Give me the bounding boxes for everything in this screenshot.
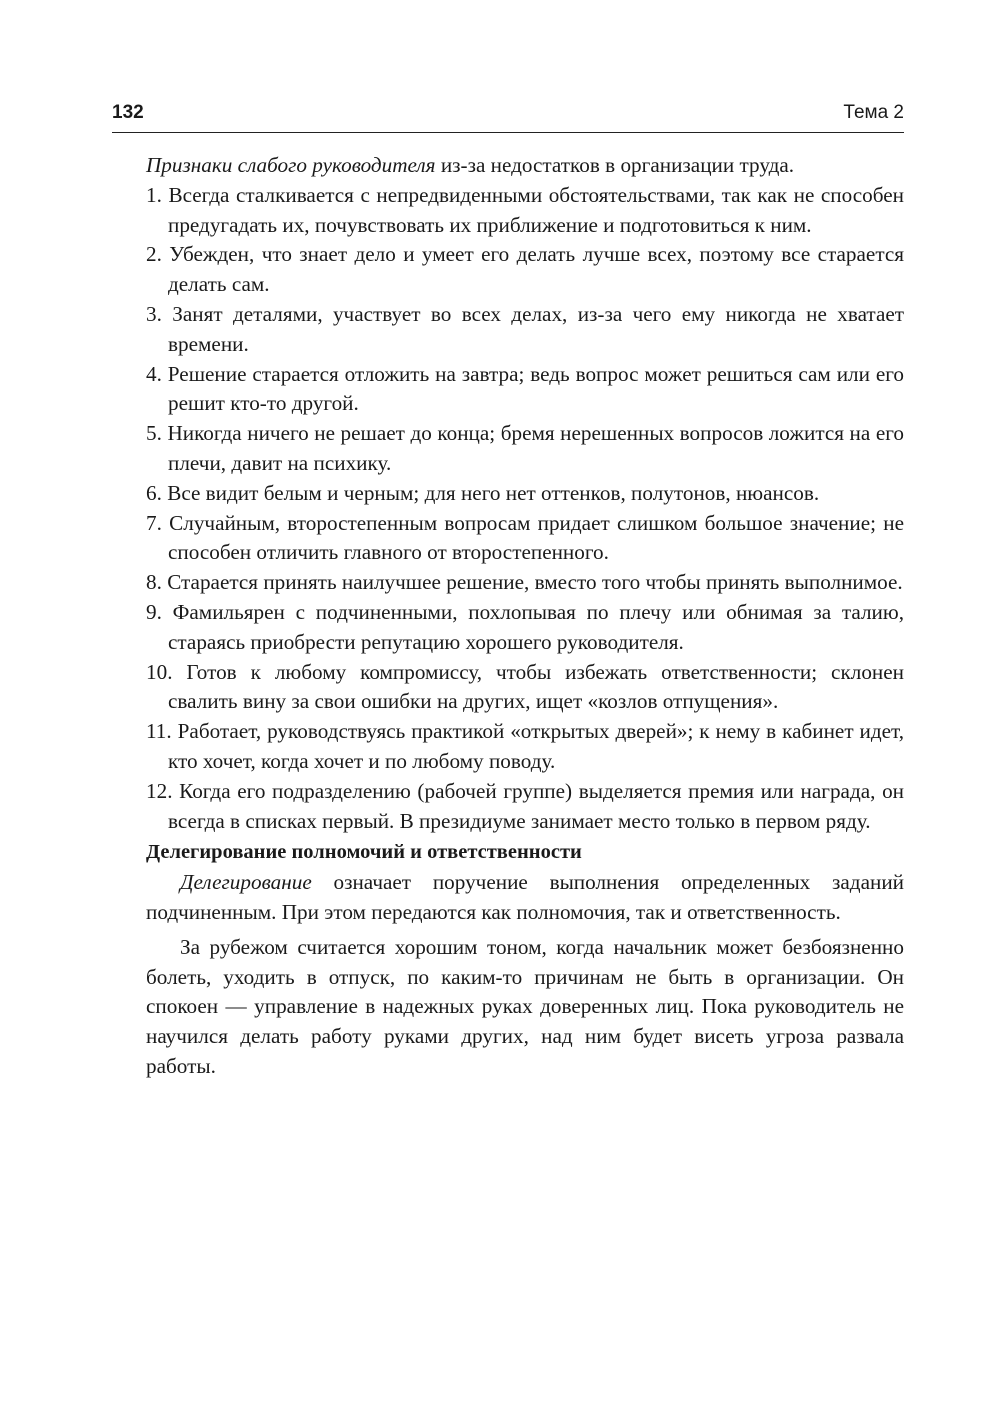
list-item: 11. Работает, руководствуясь практикой «открытых дверей»; к нему в кабинет идет, кто хочет, когда хочет и по любому поводу. xyxy=(146,719,904,773)
intro-italic: Признаки слабого руководителя xyxy=(146,153,436,177)
list-item: 10. Готов к любому компромиссу, чтобы избежать ответственности; склонен свалить вину за свои ошибки на других, ищет «козлов отпущения». xyxy=(146,659,904,714)
weak-leader-signs-list xyxy=(146,181,904,837)
body-paragraph: За рубежом считается хорошим тоном, когда начальник может безбоязненно болеть, уходить в отпуск, по каким-то причинам не быть в организации. Он спокоен — управление в надежных руках доверенных лиц. Пока руководитель не научился делать работу руками других, над ним будет висеть угроза развала работы. xyxy=(146,934,904,1078)
page-header xyxy=(112,100,904,133)
list-item: 4. Решение старается отложить на завтра; ведь вопрос может решиться сам или его решит кто-то другой. xyxy=(146,361,905,416)
list-item: 3. Занят деталями, участвует во всех делах, из-за чего ему никогда не хватает времени. xyxy=(146,301,905,356)
list-item: 6. Все видит белым и черным; для него нет оттенков, полутонов, нюансов. xyxy=(146,480,820,505)
list-item: 12. Когда его подразделению (рабочей группе) выделяется премия или награда, он всегда в списках первый. В президиуме занимает место только в первом ряду. xyxy=(146,778,904,833)
delegation-definition-paragraph xyxy=(146,868,904,928)
running-title: Тема 2 xyxy=(843,102,904,123)
page-body xyxy=(146,151,904,1082)
list-item: 7. Случайным, второстепенным вопросам придает слишком большое значение; не способен отличить главного от второстепенного. xyxy=(146,510,904,565)
definition-rest: означает поручение выполнения определенных заданий подчиненным. При этом передаются как полномочия, так и ответственность. xyxy=(146,870,904,924)
list-item: 1. Всегда сталкивается с непредвиденными обстоятельствами, так как не способен предугадать их, почувствовать их приближение и подготовиться к ним. xyxy=(146,182,905,237)
list-item: 9. Фамильярен с подчиненными, похлопывая по плечу или обнимая за талию, стараясь приобрести репутацию хорошего руководителя. xyxy=(146,599,904,654)
list-intro xyxy=(146,151,904,181)
list-item: 8. Старается принять наилучшее решение, вместо того чтобы принять выполнимое. xyxy=(146,570,903,595)
list-item: 2. Убежден, что знает дело и умеет его делать лучше всех, поэтому все старается делать сам. xyxy=(146,242,904,297)
term-italic: Делегирование xyxy=(180,870,312,895)
list-item: 5. Никогда ничего не решает до конца; бремя нерешенных вопросов ложится на его плечи, давит на психику. xyxy=(146,421,904,475)
page-number: 132 xyxy=(112,102,144,123)
section-heading: Делегирование полномочий и ответственности xyxy=(146,841,582,864)
intro-rest: из-за недостатков в организации труда. xyxy=(435,153,795,177)
